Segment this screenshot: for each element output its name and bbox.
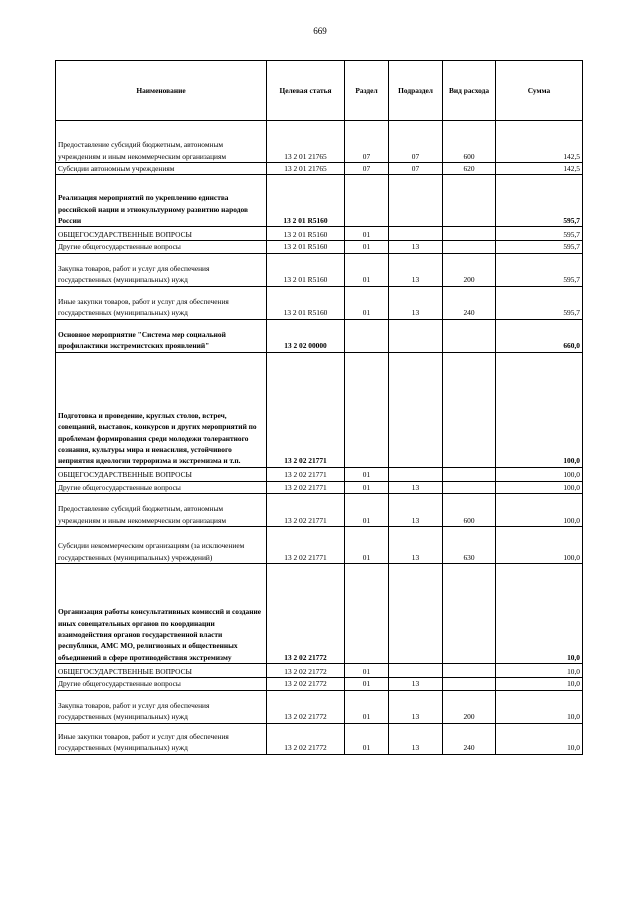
- table-row: [56, 227, 583, 241]
- table-row: [56, 241, 583, 253]
- cell-razdel: [345, 175, 389, 227]
- cell-podrazdel: [389, 564, 443, 664]
- cell-podrazdel: 13: [389, 678, 443, 690]
- cell-name: Подготовка и проведение, круглых столов, встреч, совещаний, выставок, конкурсов и других мероприятий по проблемам формирования среди молодежи толерантного сознания, культуры мира и ненасилия, устойчивого неприятия идеологии терроризма и экстремизма и т.п.: [56, 352, 267, 467]
- cell-target: 13 2 02 00000: [267, 319, 345, 352]
- cell-vid: [443, 352, 496, 467]
- table-row: [56, 175, 583, 227]
- cell-podrazdel: 13: [389, 527, 443, 564]
- table-row: [56, 494, 583, 527]
- cell-summa: 595,7: [496, 286, 583, 319]
- cell-razdel: 01: [345, 286, 389, 319]
- cell-podrazdel: 13: [389, 286, 443, 319]
- cell-razdel: 01: [345, 481, 389, 493]
- cell-summa: 100,0: [496, 467, 583, 481]
- cell-summa: 142,5: [496, 121, 583, 163]
- cell-name: Закупка товаров, работ и услуг для обеспечения государственных (муниципальных) нужд: [56, 253, 267, 286]
- cell-summa: 100,0: [496, 352, 583, 467]
- cell-summa: 10,0: [496, 678, 583, 690]
- cell-name: Иные закупки товаров, работ и услуг для обеспечения государственных (муниципальных) нужд: [56, 723, 267, 754]
- cell-target: 13 2 02 21772: [267, 723, 345, 754]
- cell-podrazdel: 13: [389, 241, 443, 253]
- table-row: [56, 678, 583, 690]
- cell-vid: [443, 319, 496, 352]
- cell-name: Другие общегосударственные вопросы: [56, 481, 267, 493]
- cell-podrazdel: 07: [389, 121, 443, 163]
- cell-podrazdel: 13: [389, 481, 443, 493]
- cell-vid: 600: [443, 121, 496, 163]
- cell-target: 13 2 02 21772: [267, 564, 345, 664]
- cell-summa: 595,7: [496, 253, 583, 286]
- header-podrazdel: Подраздел: [389, 61, 443, 121]
- cell-summa: 10,0: [496, 690, 583, 723]
- cell-summa: 660,0: [496, 319, 583, 352]
- table-row: [56, 564, 583, 664]
- cell-vid: 600: [443, 494, 496, 527]
- cell-name: Субсидии автономным учреждениям: [56, 163, 267, 175]
- cell-razdel: 01: [345, 467, 389, 481]
- table-row: [56, 664, 583, 678]
- cell-target: 13 2 01 21765: [267, 163, 345, 175]
- cell-name: ОБЩЕГОСУДАРСТВЕННЫЕ ВОПРОСЫ: [56, 664, 267, 678]
- cell-vid: 630: [443, 527, 496, 564]
- cell-razdel: 01: [345, 664, 389, 678]
- header-summa: Сумма: [496, 61, 583, 121]
- cell-vid: [443, 467, 496, 481]
- cell-target: 13 2 02 21771: [267, 494, 345, 527]
- table-row: [56, 286, 583, 319]
- cell-vid: [443, 564, 496, 664]
- cell-razdel: 07: [345, 163, 389, 175]
- cell-razdel: [345, 564, 389, 664]
- cell-razdel: 01: [345, 494, 389, 527]
- cell-vid: 200: [443, 690, 496, 723]
- cell-name: Основное мероприятие "Система мер социальной профилактики экстремистских проявлений": [56, 319, 267, 352]
- header-name: Наименование: [56, 61, 267, 121]
- header-vid: Вид расхода: [443, 61, 496, 121]
- cell-target: 13 2 02 21771: [267, 467, 345, 481]
- cell-name: Иные закупки товаров, работ и услуг для обеспечения государственных (муниципальных) нужд: [56, 286, 267, 319]
- cell-razdel: 07: [345, 121, 389, 163]
- cell-vid: [443, 664, 496, 678]
- table-row: [56, 319, 583, 352]
- cell-podrazdel: [389, 175, 443, 227]
- cell-name: Предоставление субсидий бюджетным, автономным учреждениям и иным некоммерческим организациям: [56, 494, 267, 527]
- cell-podrazdel: [389, 664, 443, 678]
- cell-vid: [443, 227, 496, 241]
- cell-target: 13 2 02 21772: [267, 664, 345, 678]
- cell-target: 13 2 02 21772: [267, 678, 345, 690]
- cell-razdel: 01: [345, 253, 389, 286]
- cell-summa: 10,0: [496, 723, 583, 754]
- cell-vid: 240: [443, 286, 496, 319]
- cell-target: 13 2 01 R5160: [267, 241, 345, 253]
- cell-name: Реализация мероприятий по укреплению единства российской нации и этнокультурному развитию народов России: [56, 175, 267, 227]
- cell-podrazdel: 13: [389, 723, 443, 754]
- cell-vid: [443, 175, 496, 227]
- cell-target: 13 2 01 R5160: [267, 253, 345, 286]
- cell-podrazdel: [389, 352, 443, 467]
- page-number: 669: [313, 26, 327, 36]
- table-row: [56, 723, 583, 754]
- cell-name: Другие общегосударственные вопросы: [56, 241, 267, 253]
- cell-vid: [443, 481, 496, 493]
- cell-name: ОБЩЕГОСУДАРСТВЕННЫЕ ВОПРОСЫ: [56, 227, 267, 241]
- cell-razdel: [345, 319, 389, 352]
- cell-razdel: 01: [345, 690, 389, 723]
- cell-summa: 595,7: [496, 241, 583, 253]
- cell-summa: 142,5: [496, 163, 583, 175]
- table-row: [56, 527, 583, 564]
- cell-podrazdel: 13: [389, 253, 443, 286]
- cell-podrazdel: [389, 319, 443, 352]
- table-header-row: [56, 61, 583, 121]
- cell-podrazdel: [389, 227, 443, 241]
- cell-name: Другие общегосударственные вопросы: [56, 678, 267, 690]
- cell-vid: 240: [443, 723, 496, 754]
- cell-target: 13 2 02 21771: [267, 527, 345, 564]
- header-razdel: Раздел: [345, 61, 389, 121]
- cell-vid: 200: [443, 253, 496, 286]
- cell-razdel: 01: [345, 241, 389, 253]
- cell-name: Организация работы консультативных комиссий и создание иных совещательных органов по координации взаимодействия органов государственной власти республики, АМС МО, религиозных и общественных объединений в сфере противодействия экстремизму: [56, 564, 267, 664]
- cell-razdel: 01: [345, 678, 389, 690]
- cell-summa: 100,0: [496, 494, 583, 527]
- cell-razdel: 01: [345, 527, 389, 564]
- cell-summa: 10,0: [496, 664, 583, 678]
- cell-target: 13 2 01 R5160: [267, 286, 345, 319]
- cell-podrazdel: [389, 467, 443, 481]
- cell-summa: 10,0: [496, 564, 583, 664]
- cell-razdel: 01: [345, 723, 389, 754]
- cell-podrazdel: 07: [389, 163, 443, 175]
- table-row: [56, 467, 583, 481]
- table-row: [56, 481, 583, 493]
- cell-name: Закупка товаров, работ и услуг для обеспечения государственных (муниципальных) нужд: [56, 690, 267, 723]
- table-row: [56, 352, 583, 467]
- cell-target: 13 2 01 21765: [267, 121, 345, 163]
- budget-table: [55, 60, 583, 755]
- cell-target: 13 2 02 21772: [267, 690, 345, 723]
- cell-podrazdel: 13: [389, 494, 443, 527]
- cell-summa: 595,7: [496, 175, 583, 227]
- cell-target: 13 2 01 R5160: [267, 175, 345, 227]
- cell-vid: 620: [443, 163, 496, 175]
- cell-name: Субсидии некоммерческим организациям (за исключением государственных (муниципальных) учреждений): [56, 527, 267, 564]
- cell-summa: 100,0: [496, 527, 583, 564]
- cell-razdel: 01: [345, 227, 389, 241]
- cell-target: 13 2 02 21771: [267, 481, 345, 493]
- cell-target: 13 2 01 R5160: [267, 227, 345, 241]
- cell-name: ОБЩЕГОСУДАРСТВЕННЫЕ ВОПРОСЫ: [56, 467, 267, 481]
- table-body: [56, 121, 583, 755]
- cell-vid: [443, 678, 496, 690]
- cell-razdel: [345, 352, 389, 467]
- cell-summa: 595,7: [496, 227, 583, 241]
- cell-vid: [443, 241, 496, 253]
- table-row: [56, 163, 583, 175]
- table-row: [56, 690, 583, 723]
- table-row: [56, 253, 583, 286]
- cell-summa: 100,0: [496, 481, 583, 493]
- header-target: Целевая статья: [267, 61, 345, 121]
- table-row: [56, 121, 583, 163]
- cell-podrazdel: 13: [389, 690, 443, 723]
- cell-name: Предоставление субсидий бюджетным, автономным учреждениям и иным некоммерческим организациям: [56, 121, 267, 163]
- cell-target: 13 2 02 21771: [267, 352, 345, 467]
